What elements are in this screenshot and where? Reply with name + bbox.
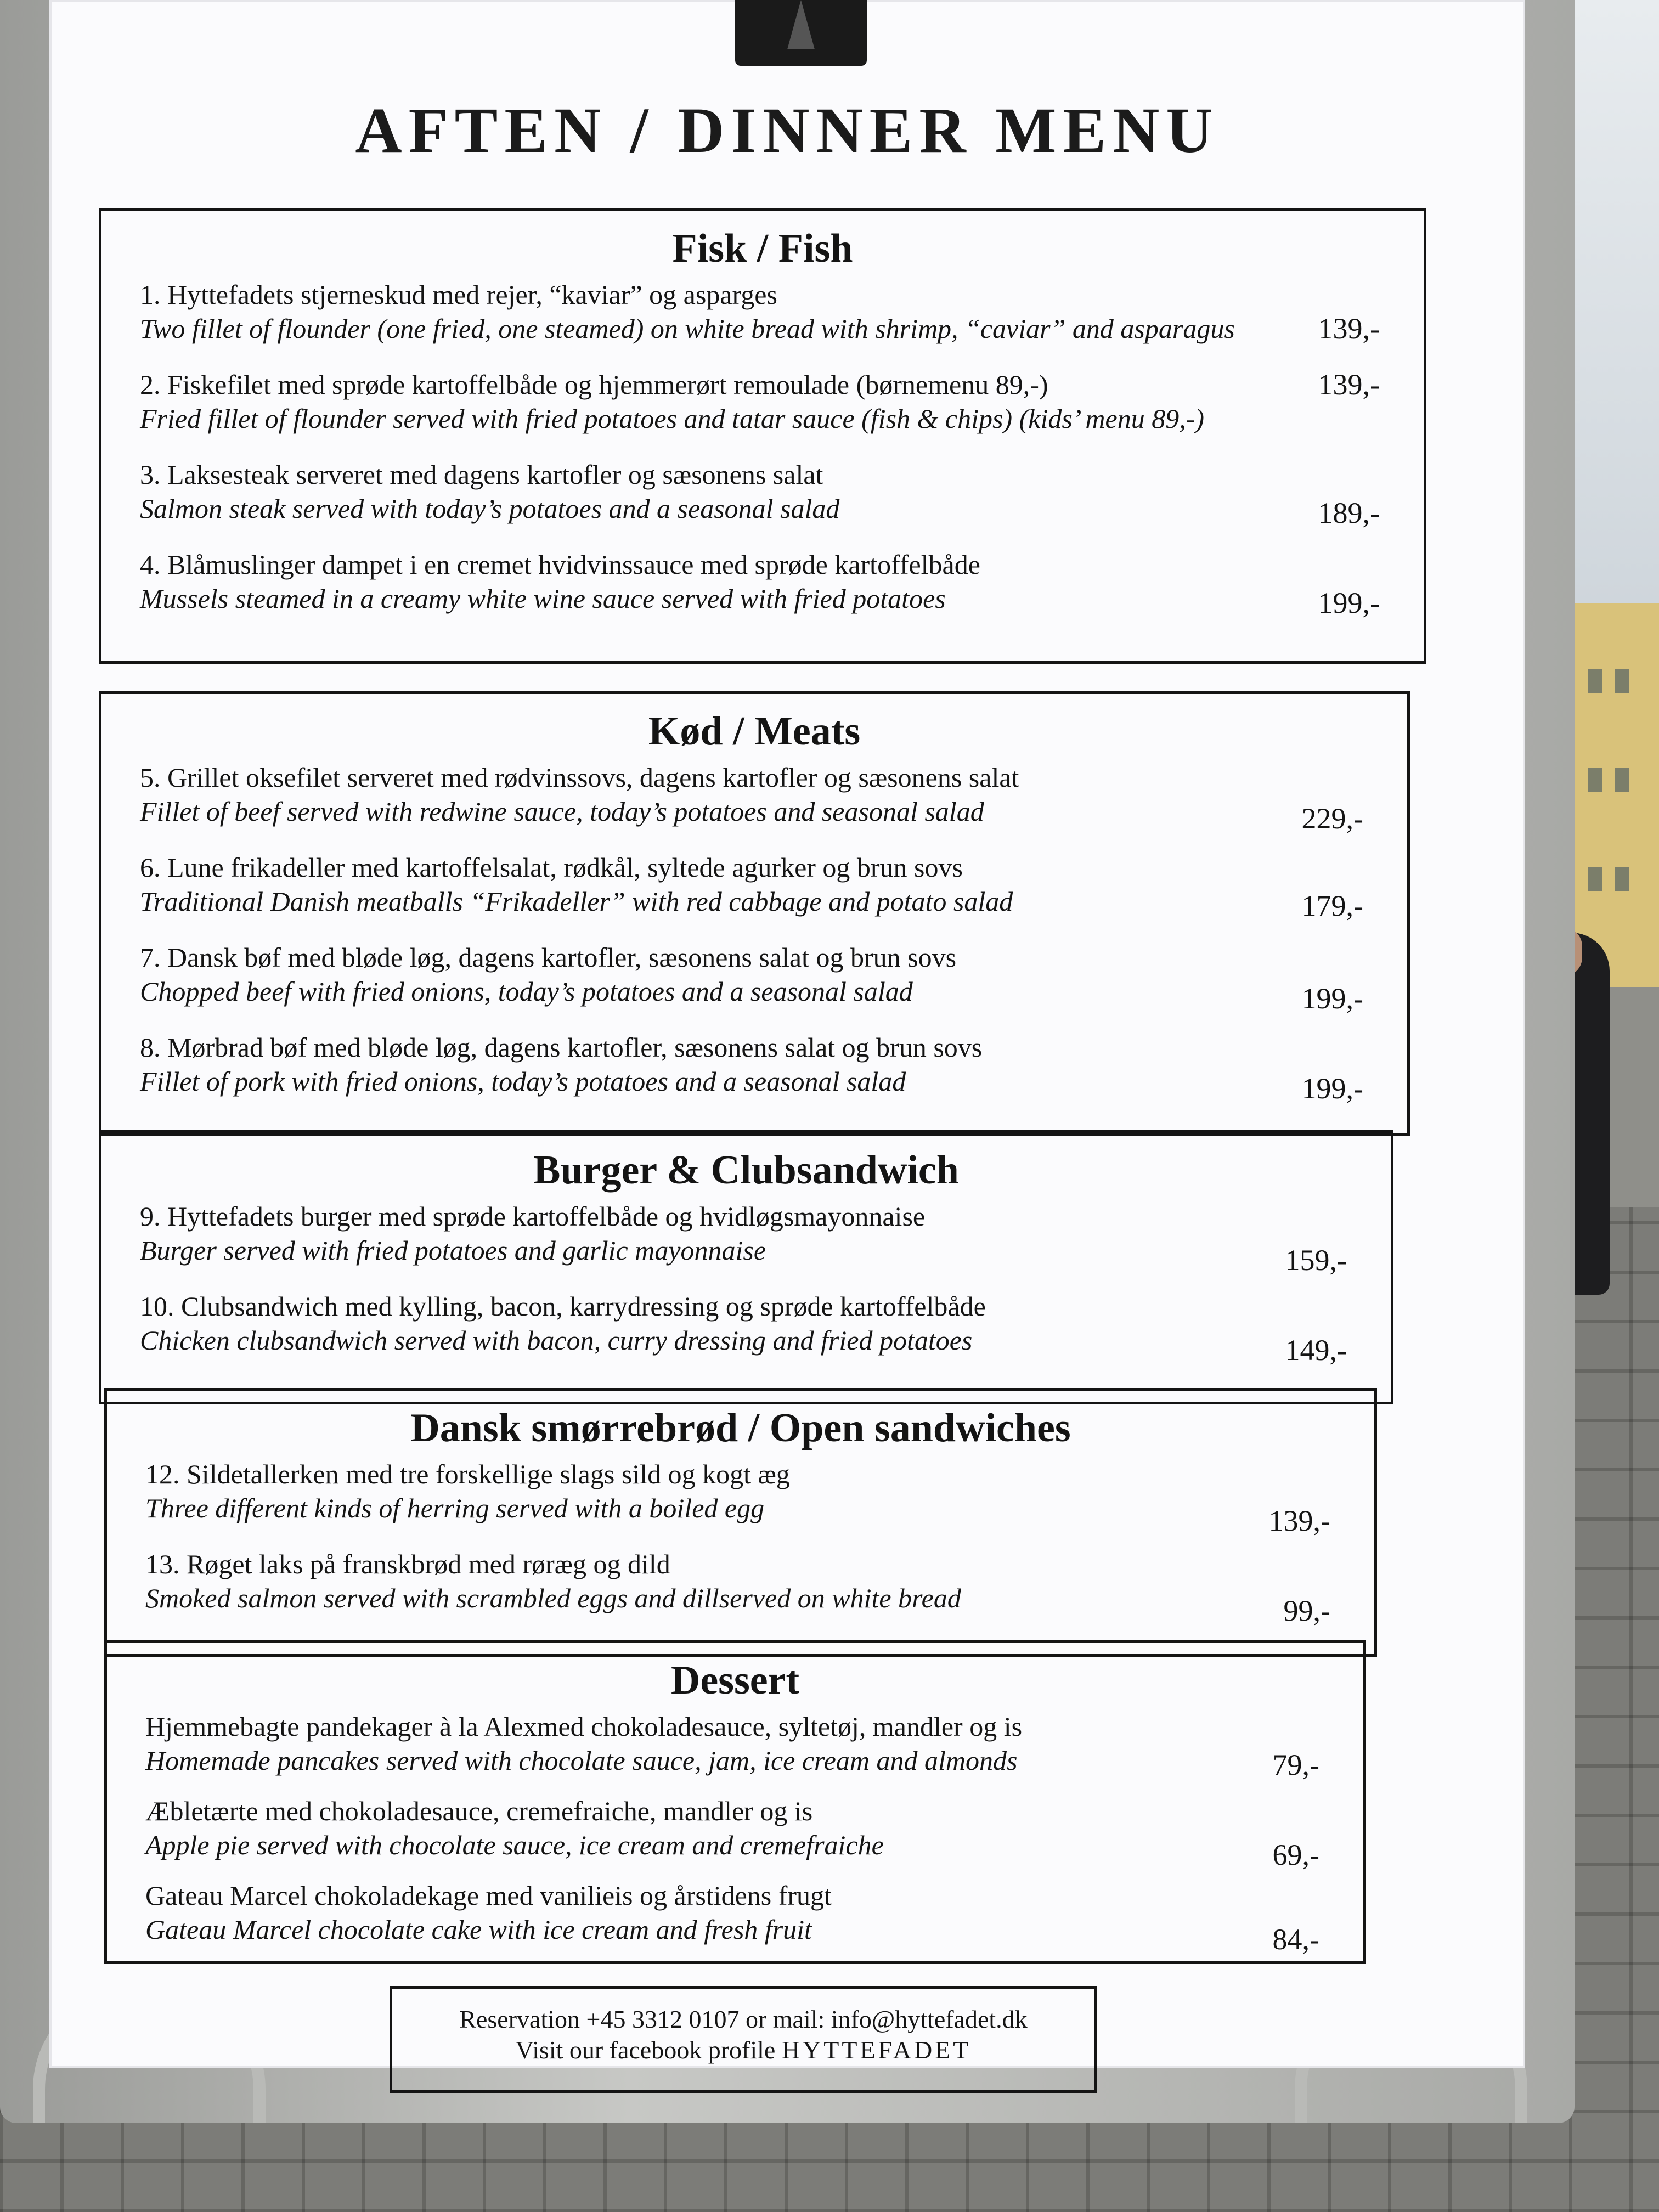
menu-item	[140, 368, 1380, 436]
dish-english: Traditional Danish meatballs “Frikadeller” with red cabbage and potato salad	[140, 886, 1013, 917]
section-title: Dessert	[670, 1658, 800, 1703]
facebook-line	[392, 2035, 1094, 2066]
dish-danish: 13. Røget laks på franskbrød med røræg og dild	[145, 1549, 670, 1579]
section-fish	[99, 208, 1426, 664]
dish-price: 99,-	[1283, 1594, 1330, 1627]
section-dessert	[104, 1640, 1366, 1964]
dish-english: Gateau Marcel chocolate cake with ice cream and fresh fruit	[145, 1914, 812, 1945]
menu-sheet	[49, 0, 1525, 2068]
menu-item	[145, 1709, 1319, 1781]
facebook-text: Visit our facebook profile	[515, 2036, 776, 2064]
menu-item	[140, 850, 1363, 922]
dish-danish: 7. Dansk bøf med bløde løg, dagens kartofler, sæsonens salat og brun sovs	[140, 942, 957, 973]
dish-price: 179,-	[1301, 889, 1363, 922]
dish-price: 199,-	[1318, 586, 1380, 619]
dish-price: 139,-	[1268, 1504, 1330, 1537]
dish-danish: Gateau Marcel chokoladekage med vanilieis og årstidens frugt	[145, 1880, 832, 1911]
dish-english: Burger served with fried potatoes and garlic mayonnaise	[140, 1235, 766, 1266]
dish-english: Mussels steamed in a creamy white wine sauce served with fried potatoes	[140, 583, 946, 614]
dish-price: 79,-	[1272, 1748, 1319, 1781]
dish-danish: 2. Fiskefilet med sprøde kartoffelbåde og hjemmerørt remoulade (børnemenu 89,-)	[140, 369, 1048, 400]
dish-price: 139,-	[1318, 312, 1380, 345]
section-title: Burger & Clubsandwich	[533, 1148, 959, 1193]
brand-name: HYTTEFADET	[781, 2036, 972, 2064]
section-open-sandwiches	[104, 1388, 1377, 1657]
menu-item	[140, 760, 1363, 835]
dish-english: Fried fillet of flounder served with fried potatoes and tatar sauce (fish & chips) (kids’ menu 89,-)	[140, 403, 1205, 434]
dish-danish: 1. Hyttefadets stjerneskud med rejer, “kaviar” og asparges	[140, 279, 777, 310]
section-meats	[99, 691, 1410, 1136]
dish-english: Homemade pancakes served with chocolate sauce, jam, ice cream and almonds	[145, 1745, 1018, 1776]
reservation-line: Reservation +45 3312 0107 or mail: info@hyttefadet.dk	[459, 2005, 1028, 2033]
dish-danish: 10. Clubsandwich med kylling, bacon, karrydressing og sprøde kartoffelbåde	[140, 1291, 986, 1322]
dish-english: Apple pie served with chocolate sauce, ice cream and cremefraiche	[145, 1830, 884, 1860]
section-title: Kød / Meats	[648, 709, 861, 754]
dish-danish: 3. Laksesteak serveret med dagens kartofler og sæsonens salat	[140, 459, 823, 490]
menu-item	[140, 458, 1380, 529]
dish-danish: 6. Lune frikadeller med kartoffelsalat, rødkål, syltede agurker og brun sovs	[140, 852, 963, 883]
dish-price: 199,-	[1301, 982, 1363, 1015]
menu-item	[145, 1794, 1319, 1871]
dish-price: 139,-	[1318, 368, 1380, 401]
dish-english: Chicken clubsandwich served with bacon, curry dressing and fried potatoes	[140, 1325, 973, 1356]
menu-item	[145, 1457, 1330, 1537]
dish-english: Fillet of pork with fried onions, today’s potatoes and a seasonal salad	[140, 1066, 906, 1097]
menu-item	[145, 1878, 1319, 1956]
menu-item	[140, 1289, 1347, 1367]
dish-price: 159,-	[1285, 1244, 1347, 1277]
reservation-box	[390, 1986, 1097, 2093]
dish-english: Salmon steak served with today’s potatoes and a seasonal salad	[140, 493, 840, 524]
dish-danish: 4. Blåmuslinger dampet i en cremet hvidvinssauce med sprøde kartoffelbåde	[140, 549, 980, 580]
dish-danish: 8. Mørbrad bøf med bløde løg, dagens kartofler, sæsonens salat og brun sovs	[140, 1032, 983, 1063]
dish-english: Three different kinds of herring served with a boiled egg	[145, 1493, 765, 1523]
section-burger	[99, 1130, 1393, 1404]
dish-english: Fillet of beef served with redwine sauce, today’s potatoes and seasonal salad	[140, 796, 984, 827]
dish-price: 189,-	[1318, 496, 1380, 529]
section-title: Fisk / Fish	[672, 226, 853, 271]
binder-clip	[735, 0, 867, 66]
menu-title: AFTEN / DINNER MENU	[355, 94, 1220, 166]
dish-english: Smoked salmon served with scrambled eggs and dillserved on white bread	[145, 1583, 961, 1613]
dish-price: 229,-	[1301, 802, 1363, 835]
dish-danish: Æbletærte med chokoladesauce, cremefraiche, mandler og is	[145, 1796, 813, 1826]
menu-item	[140, 548, 1380, 619]
dish-english: Two fillet of flounder (one fried, one steamed) on white bread with shrimp, “caviar” and asparagus	[140, 313, 1235, 344]
section-title: Dansk smørrebrød / Open sandwiches	[410, 1406, 1071, 1451]
menu-item	[140, 278, 1380, 346]
dish-price: 69,-	[1272, 1838, 1319, 1871]
dish-price: 149,-	[1285, 1334, 1347, 1367]
dish-price: 199,-	[1301, 1072, 1363, 1105]
dish-danish: 9. Hyttefadets burger med sprøde kartoffelbåde og hvidløgsmayonnaise	[140, 1201, 926, 1232]
menu-item	[140, 1199, 1347, 1277]
dish-price: 84,-	[1272, 1923, 1319, 1956]
dish-danish: 12. Sildetallerken med tre forskellige slags sild og kogt æg	[145, 1459, 790, 1489]
menu-item	[140, 940, 1363, 1015]
menu-item	[145, 1547, 1330, 1627]
dish-danish: 5. Grillet oksefilet serveret med rødvinssovs, dagens kartofler og sæsonens salat	[140, 762, 1019, 793]
dish-danish: Hjemmebagte pandekager à la Alexmed chokoladesauce, syltetøj, mandler og is	[145, 1711, 1023, 1742]
menu-item	[140, 1030, 1363, 1105]
dish-english: Chopped beef with fried onions, today’s potatoes and a seasonal salad	[140, 976, 913, 1007]
